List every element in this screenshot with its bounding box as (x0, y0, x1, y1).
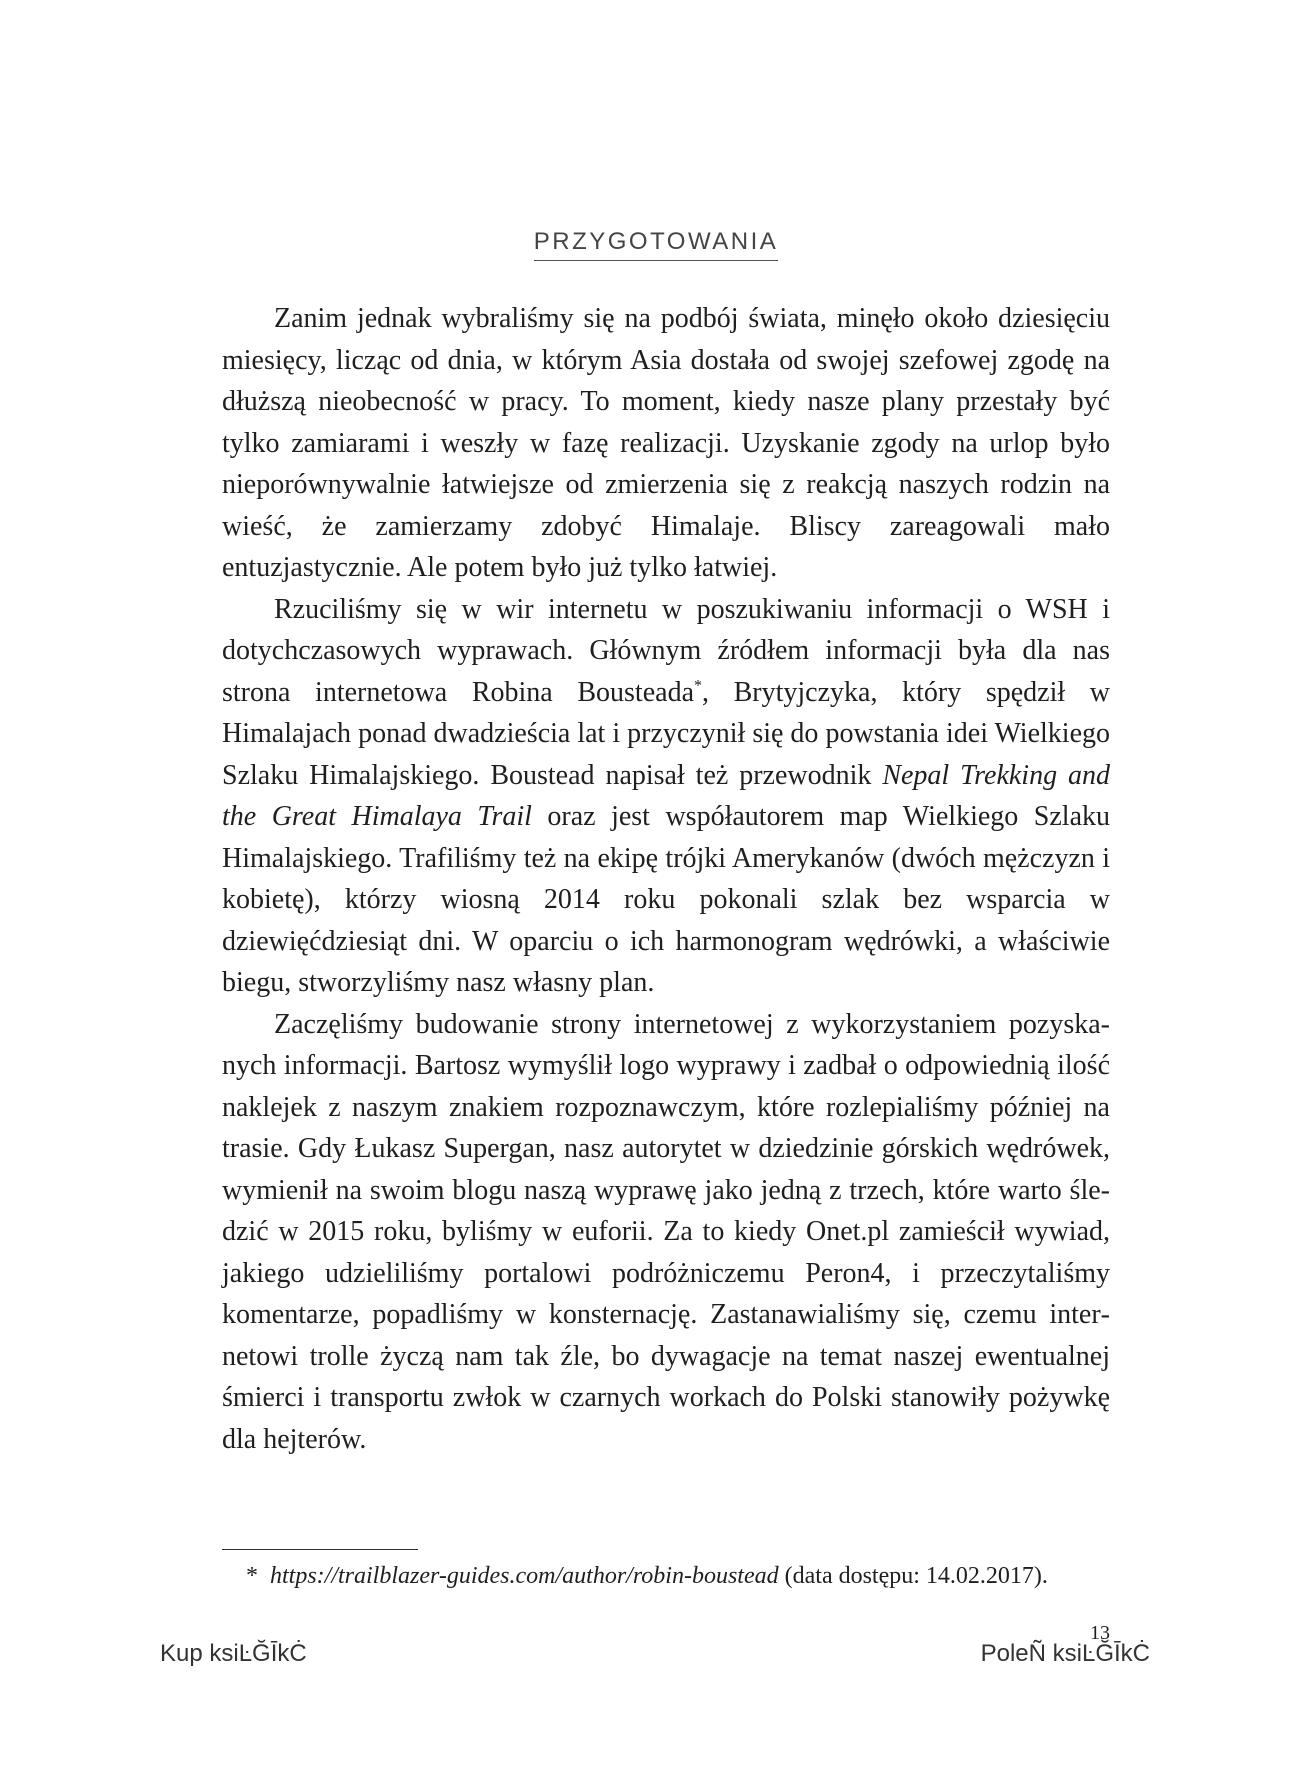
paragraph-3: Zaczęliśmy budowanie strony internetowej z wykorzystaniem pozyskanych informacji. Bartosz wymyślił logo wyprawy i zadbał o odpowiednią ilość naklejek z naszym znakiem rozpoznawczym, które rozlepialiśmy później na trasie. Gdy Łukasz Supergan, nasz autorytet w dziedzinie górskich wędrówek, wymienił na swoim blogu naszą wyprawę jako jedną z trzech, które warto śledzić w 2015 roku, byliśmy w euforii. Za to kiedy Onet.pl zamieścił wywiad, jakiego udzieliliśmy portalowi podróżniczemu Peron4, i przeczytaliśmy komentarze, popadliśmy w konsternację. Zastanawialiśmy się, czemu internetowi trolle życzą nam tak źle, bo dywagacje na temat naszej ewentualnej śmierci i transportu zwłok w czarnych workach do Polski stanowiły pożywkę dla hejterów. (222, 1008, 1110, 1455)
paragraph-2 (222, 589, 1110, 1004)
footnote-divider (222, 1549, 418, 1550)
footnote (246, 1560, 1110, 1592)
footnote-reference-mark: * (694, 677, 702, 695)
page-number: 13 (1090, 1622, 1110, 1644)
chapter-heading: PRZYGOTOWANIA (534, 228, 779, 261)
paragraph-2-part-1: Rzuciliśmy się w wir internetu w poszukiwaniu informacji o WSH i dotychczasowych wyprawach. Głównym źródłem informacji była dla nas strona internetowa Robina Bousteada (222, 593, 1110, 708)
paragraph-2-part-2: , Brytyjczyka, który spędził w Himalajach ponad dwadzieścia lat i przyczynił się do powstania idei Wielkiego Szlaku Himalajskiego. Boustead napisał też przewodnik (222, 676, 1110, 791)
book-title: Nepal Trekking and the Great Himalaya Trail (222, 759, 1110, 832)
recommend-book-link[interactable]: PoleÑ ksiĿĞĪkĊ (980, 1640, 1150, 1667)
body-text (222, 298, 1110, 1460)
paragraph-2-part-3: oraz jest współautorem map Wielkiego Szlaku Himalajskiego. Trafiliśmy też na ekipę trójki Amerykanów (dwóch mężczyzn i kobietę), którzy wiosną 2014 roku pokonali szlak bez wsparcia w dziewięćdziesiąt dni. W oparciu o ich harmonogram wędrówki, a właściwie biegu, stworzyliśmy nasz własny plan. (222, 801, 1111, 998)
footnote-mark: * (246, 1563, 258, 1589)
buy-book-link[interactable]: Kup ksiĿĞĪkĊ (160, 1640, 307, 1667)
footnote-url: https://trailblazer-guides.com/author/robin-boustead (270, 1563, 779, 1589)
chapter-heading-wrapper (0, 228, 1312, 261)
footnote-suffix: (data dostępu: 14.02.2017). (778, 1563, 1048, 1589)
paragraph-1: Zanim jednak wybraliśmy się na podbój świata, minęło około dziesięciu miesięcy, licząc od dnia, w którym Asia dostała od swojej szefowej zgodę na dłuższą nieobecność w pracy. To moment, kiedy nasze plany przestały być tylko zamiarami i weszły w fazę realizacji. Uzyskanie zgody na urlop było nieporównywalnie łatwiejsze od zmierzenia się z reakcją naszych rodzin na wieść, że zamierzamy zdobyć Himalaje. Bliscy zareagowali mało entuzjastycznie. Ale potem było już tylko łatwiej. (222, 303, 1110, 583)
